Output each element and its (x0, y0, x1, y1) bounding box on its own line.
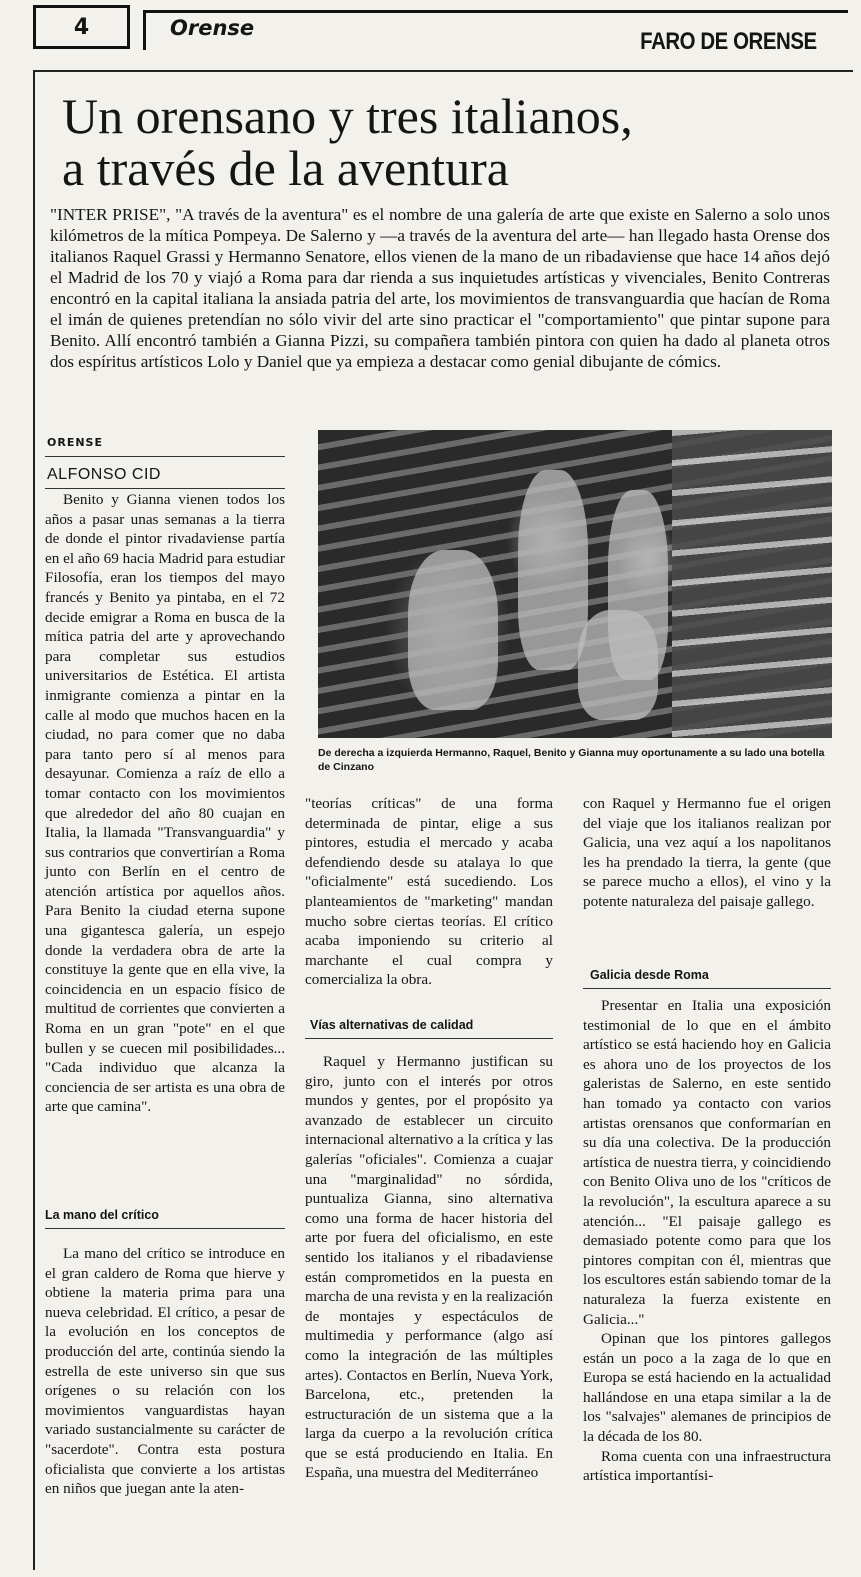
column-2-text-b: Raquel y Hermanno justifican su giro, junto con el interés por otros mundos y gentes, por el propósito ya avanzado de establecer un circuito internacional alternativo a la crítica y las galerías "oficiales". Comienza a cuajar una "marginalidad" no sórdida, puntualiza Gianna, sino alternativa como una forma de hacer historia del arte por fuera del oficialismo, en este sentido los italianos y el ribadaviense están comprometidos en la puesta en marcha de una revista y en la realización de montajes y espectáculos de multimedia y performance (algo así como la integración de las múltiples artes). Contactos en Berlín, Nueva York, Barcelona, etc., pretenden la estructuración de un sistema que a la larga da cuerpo a la revolución crítica que se está produciendo en Italia. En España, una muestra del Mediterráneo (305, 1053, 553, 1482)
article-frame-top (33, 70, 853, 72)
article-photo (318, 430, 832, 738)
photo-person-4 (578, 610, 658, 720)
column-3-text-a: con Raquel y Hermanno fue el origen del viaje que los italianos realizan por Galicia, una vez aquí a los napolitanos les ha prendado la tierra, la gente (que se parece mucho a ellos), el vino y la potente naturaleza del paisaje gallego. (583, 795, 831, 910)
column-1b-text: La mano del crítico se introduce en el gran caldero de Roma que hierve y obtiene la materia prima para una nueva celebridad. El crítico, a pesar de la evolución en los conceptos de producción del arte, continúa siendo la estrella de este universo sin que sus orígenes o su relación con los movimientos vanguardistas hayan variado sustancialmente su carácter de "sacerdote". Contra esta postura oficialista que convierte a los artistas en niños que juegan ante la aten- (45, 1245, 285, 1498)
page-number-box (33, 5, 130, 49)
subhead-mano-del-critico: La mano del crítico (45, 1208, 159, 1222)
dateline: ORENSE (47, 436, 103, 449)
column-1-text: Benito y Gianna vienen todos los años a pasar unas semanas a la tierra de donde el pintor rivadaviense partía en el año 69 hacia Madrid para estudiar Filosofía, eran los tiempos del mayo francés y Benito ya pintaba, en el 72 decide emigrar a Roma en busca de la mítica patria del arte y aprovechando para completar sus estudios universitarios de Estética. El artista inmigrante comienza a pintar en la calle al modo que muchos hacen en la ciudad, no para comer que no daba para tanto pero sí al menos para desayunar. Comienza a raíz de ello a tomar contacto con los movimientos que alrededor del año 80 cuajan en Italia, la llamada "Transvanguardia" y sus contrarios que convertirían a Roma junto con Berlín en el centro de atención artística por aquellos años. Para Benito la ciudad eterna supone una gigantesca galería, un espejo donde la verdadera obra de arte la constituye la gente que en ella vive, la coincidencia en un espacio físico de multitud de corrientes que convierten a Roma en un gran "pote" en el que bullen y se cuecen mil posibilidades... "Cada individuo que alcanza la conciencia de ser artista es una obra de arte que camina". (45, 491, 285, 1116)
subhead-rule-3 (583, 988, 831, 989)
column-3-text-d: Roma cuenta con una infraestructura artística importantísi- (583, 1447, 831, 1485)
article-frame-left (33, 70, 35, 1570)
subhead-galicia-desde-roma: Galicia desde Roma (590, 968, 709, 982)
lead-paragraph: "INTER PRISE", "A través de la aventura" es el nombre de una galería de arte que existe en Salerno a solo unos kilómetros de la mítica Pompeya. De Salerno y —a través de la aventura del arte— han llegado hasta Orense dos italianos Raquel Grassi y Hermanno Senatore, ellos vienen de la mano de un ribadaviense que hace 14 años dejó el Madrid de los 70 y viajó a Roma para dar rienda a sus inquietudes artísticas y vivenciales, Benito Contreras encontró en la capital italiana la ansiada patria del arte, los movimientos de transvanguardia que hacían de Roma el imán de quienes pretendían no sólo vivir del arte sino practicar el "comportamiento" que pintar supone para Benito. Allí encontró también a Gianna Pizzi, su compañera también pintora con quien ha dado al planeta otros dos espíritus artísticos Lolo y Daniel que ya empieza a destacar como genial dibujante de cómics. (50, 205, 830, 371)
subhead-rule-1 (45, 1228, 285, 1229)
byline-rule-bottom (45, 488, 285, 489)
column-2-continued (305, 1052, 553, 1483)
subhead-rule-2 (305, 1038, 553, 1039)
column-3-text-b: Presentar en Italia una exposición testimonial de lo que en el ámbito artístico se está haciendo hoy en Galicia es ahora uno de los proyectos de los galeristas de Salerno, en este sentido han tomado ya contacto con varios artistas orensanos que conformarían en su día una colectiva. De la producción artística de nuestra tierra, y coincidiendo con Benito Oliva uno de los "críticos de la revolución", la escultura aparece a su atención... "El paisaje gallego es demasiado potente como para que los pintores compitan con él, mientras que los escultores están sabiendo tomar de la naturaleza la fuerza existente en Galicia..." (583, 997, 831, 1328)
headline (62, 90, 822, 194)
photo-person-2 (518, 470, 588, 670)
photo-person-1 (408, 550, 498, 710)
column-2 (305, 794, 553, 990)
headline-line-1: Un orensano y tres italianos, (62, 88, 633, 144)
photo-caption: De derecha a izquierda Hermanno, Raquel, Benito y Gianna muy oportunamente a su lado una botella de Cinzano (318, 747, 825, 773)
column-3-text-c: Opinan que los pintores gallegos están un poco a la zaga de lo que en Europa se está haciendo en la actualidad hallándose en una etapa similar a la de los "salvajes" alemanes de principios de la década de los 80. (583, 1330, 831, 1446)
headline-line-2: a través de la aventura (62, 140, 509, 196)
byline: ALFONSO CID (47, 466, 161, 483)
page-number: 4 (73, 14, 90, 40)
photo-stairs (672, 430, 832, 738)
newspaper-name: FARO DE ORENSE (640, 28, 817, 55)
column-3 (583, 794, 831, 912)
column-3-continued (583, 996, 831, 1486)
column-1 (45, 490, 285, 1117)
section-name: Orense (170, 16, 255, 40)
column-1-continued (45, 1244, 285, 1499)
column-2-text-a: "teorías críticas" de una forma determinada de pintar, elige a sus pintores, estudia el mercado y acaba defendiendo desde su atalaya lo que "oficialmente" está sucediendo. Los planteamientos de "marketing" mandan mucho sobre ciertas teorías. El crítico acaba imponiendo su criterio al marchante el cual compra y comercializa la obra. (305, 795, 553, 989)
subhead-vias-alternativas: Vías alternativas de calidad (310, 1018, 474, 1032)
byline-rule-top (45, 456, 285, 457)
